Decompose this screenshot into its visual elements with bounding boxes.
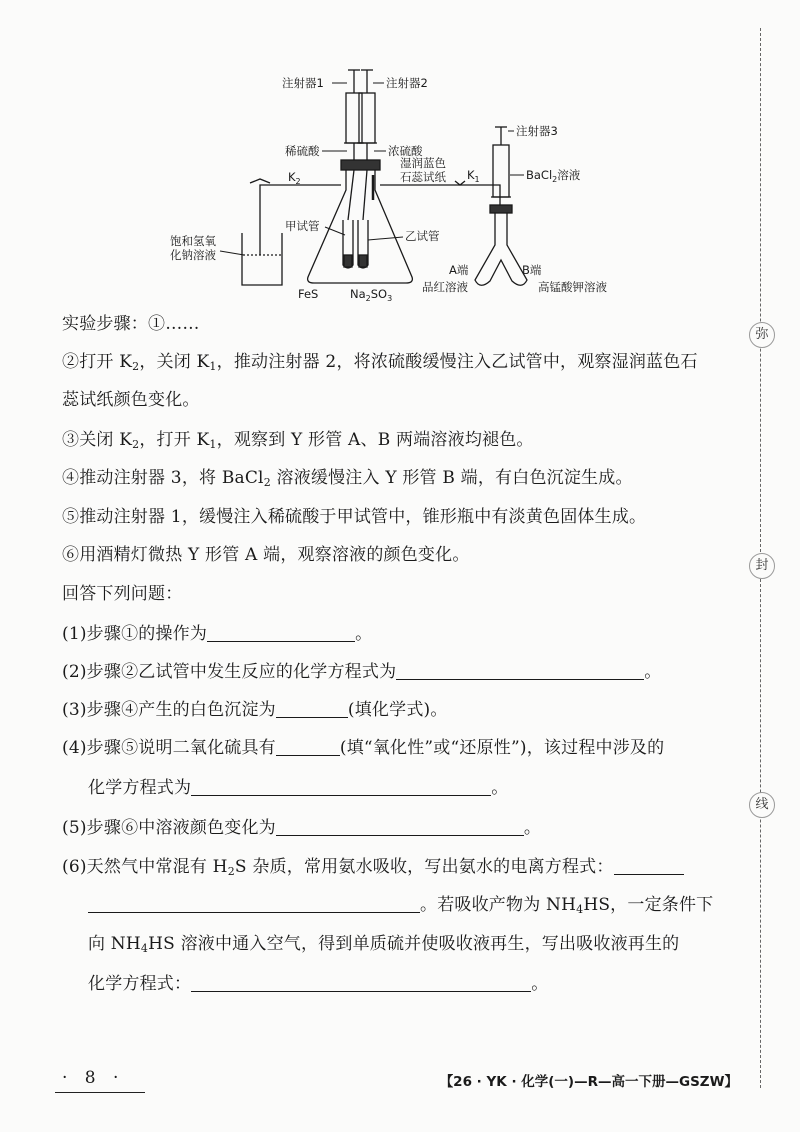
step-2: ②打开 $K_2$，关闭 $K_1$，推动注射器 2，将浓硫酸缓慢注入乙试管中，观察湿润蓝色石 bbox=[62, 352, 698, 373]
binding-mark-1: 弥 bbox=[749, 322, 775, 348]
label-litmus-2: 石蕊试纸 bbox=[400, 170, 446, 184]
label-k1: $K_1$ bbox=[467, 168, 480, 184]
label-end-a: A端 bbox=[449, 263, 469, 277]
footer-rule bbox=[55, 1092, 145, 1093]
question-6-line4: 化学方程式： 。 bbox=[88, 974, 549, 994]
footer-code: 【26 · YK · 化学(一)—R—高一下册—GSZW】 bbox=[439, 1074, 738, 1090]
question-5: (5)步骤⑥中溶液颜色变化为 。 bbox=[62, 818, 542, 838]
steps-heading: 实验步骤：①…… bbox=[62, 314, 200, 334]
answer-blank-q3[interactable] bbox=[276, 699, 348, 718]
answer-blank-q5[interactable] bbox=[276, 817, 524, 836]
question-6-line3: 向 $NH_4HS$ 溶液中通入空气，得到单质硫并使吸收液再生，写出吸收液再生的 bbox=[88, 934, 680, 955]
answer-blank-q2[interactable] bbox=[396, 661, 644, 680]
answer-blank-q6a[interactable] bbox=[614, 856, 684, 875]
label-syringe1: 注射器1 bbox=[282, 76, 324, 90]
question-1: (1)步骤①的操作为 。 bbox=[62, 624, 373, 644]
question-2: (2)步骤②乙试管中发生反应的化学方程式为 。 bbox=[62, 662, 662, 682]
label-bacl2: BaCl$_2$溶液 bbox=[526, 168, 581, 184]
label-na2so3: $Na_2SO_3$ bbox=[350, 287, 393, 303]
label-tube-b: 乙试管 bbox=[405, 229, 440, 243]
label-end-b: B端 bbox=[522, 263, 542, 277]
apparatus-diagram bbox=[160, 55, 640, 305]
label-k2: $K_2$ bbox=[288, 170, 301, 186]
label-pinkred: 品红溶液 bbox=[422, 280, 468, 294]
step-5: ⑤推动注射器 1，缓慢注入稀硫酸于甲试管中，锥形瓶中有淡黄色固体生成。 bbox=[62, 507, 647, 527]
step-3: ③关闭 $K_2$，打开 $K_1$，观察到 Y 形管 A、B 两端溶液均褪色。 bbox=[62, 430, 534, 451]
answer-blank-q4b[interactable] bbox=[191, 777, 491, 796]
answer-blank-q6a-cont[interactable] bbox=[88, 894, 420, 913]
syringe-3 bbox=[491, 127, 511, 197]
question-4: (4)步骤⑤说明二氧化硫具有 (填“氧化性”或“还原性”)，该过程中涉及的 bbox=[62, 738, 665, 758]
step-2-cont: 蕊试纸颜色变化。 bbox=[62, 390, 200, 410]
question-4-cont: 化学方程式为 。 bbox=[88, 778, 509, 798]
answer-blank-q1[interactable] bbox=[207, 623, 355, 642]
label-kmno4: 高锰酸钾溶液 bbox=[538, 280, 607, 294]
label-naoh-1: 饱和氢氧 bbox=[170, 234, 216, 248]
answer-blank-q4a[interactable] bbox=[276, 737, 340, 756]
step-6: ⑥用酒精灯微热 Y 形管 A 端，观察溶液的颜色变化。 bbox=[62, 545, 470, 565]
answer-blank-q6b[interactable] bbox=[191, 973, 531, 992]
label-litmus-1: 湿润蓝色 bbox=[400, 156, 446, 170]
y-tube bbox=[475, 213, 527, 285]
page-number: · 8 · bbox=[62, 1068, 125, 1088]
beaker bbox=[242, 233, 282, 285]
question-3: (3)步骤④产生的白色沉淀为 (填化学式)。 bbox=[62, 700, 448, 720]
test-tube-a bbox=[343, 220, 353, 268]
binding-mark-2: 封 bbox=[749, 553, 775, 579]
label-naoh-2: 化钠溶液 bbox=[170, 248, 216, 262]
label-fes: FeS bbox=[298, 287, 319, 301]
label-conc-acid: 浓硫酸 bbox=[388, 144, 423, 158]
binding-mark-3: 线 bbox=[749, 792, 775, 818]
questions-intro: 回答下列问题： bbox=[62, 584, 183, 604]
step-4: ④推动注射器 3，将 BaCl$_2$ 溶液缓慢注入 Y 形管 B 端，有白色沉淀生成。 bbox=[62, 468, 633, 489]
label-dilute-acid: 稀硫酸 bbox=[285, 144, 320, 158]
label-syringe3: 注射器3 bbox=[516, 124, 558, 138]
label-tube-a: 甲试管 bbox=[285, 219, 320, 233]
question-6: (6)天然气中常混有 $H_2S$ 杂质，常用氨水吸收，写出氨水的电离方程式： bbox=[62, 855, 684, 879]
question-6-line2: 。若吸收产物为 $NH_4HS$，一定条件下 bbox=[88, 893, 713, 917]
label-syringe2: 注射器2 bbox=[386, 76, 428, 90]
test-tube-b bbox=[358, 220, 368, 268]
